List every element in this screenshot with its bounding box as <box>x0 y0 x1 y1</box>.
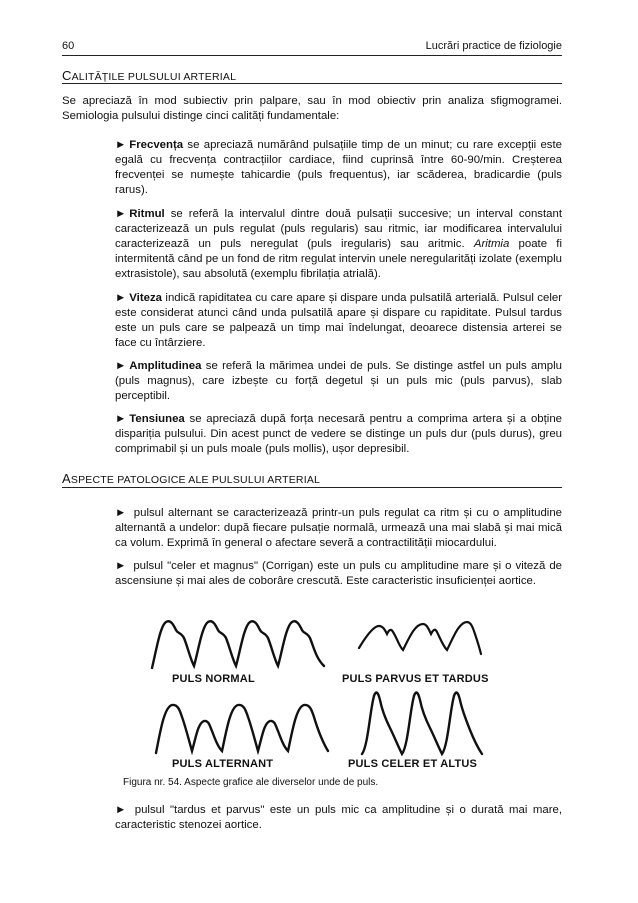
intro-paragraph: Se apreciază în mod subiectiv prin palpare, sau în mod obiectiv prin analiza sfigmogramei. Semiologia pulsului distinge cinci calități fundamentale: <box>62 95 562 123</box>
section-title-aspecte: ASPECTE PATOLOGICE ALE PULSULUI ARTERIAL <box>62 471 321 486</box>
section-rule <box>62 83 562 84</box>
quality-tensiunea: ► Tensiunea se apreciază după forța necesară pentru a comprima artera și a obține dispariția pulsului. Din acest punct de vedere se distinge un puls dur (puls durus), greu comprimabil și un puls moale (puls mollis), ușor depresibil. <box>115 413 562 456</box>
quality-amplitudinea: ► Amplitudinea se referă la mărimea undei de puls. Se distinge astfel un puls amplu (puls magnus), care izbește cu forță degetul și un puls mic (puls parvus), slab perceptibil. <box>115 360 562 403</box>
puls-alternant-paragraph: ► pulsul alternant se caracterizează printr-un puls regulat ca ritm și cu o amplitudine alternantă a undelor: după fiecare pulsație normală, urmează una mai slabă și mai mică ca volum. Exprimă în general o afectare severă a contractilității miocardului. <box>115 507 562 550</box>
header-rule <box>62 55 562 56</box>
section-rule <box>62 487 562 488</box>
figure-caption: Figura nr. 54. Aspecte grafice ale diverselor unde de puls. <box>123 777 379 788</box>
running-title: Lucrări practice de fiziologie <box>425 40 562 52</box>
quality-frecventa: ► Frecvența se apreciază numărând pulsațiile timp de un minut; cu rare excepții este egală cu frecvența contracțiilor cardiace, fiind cuprinsă între 60-90/min. Creșterea frecvenței se numește tahicardie (puls frequentus), iar scăderea, bradicardie (puls rarus). <box>115 139 562 197</box>
label-puls-alternant: PULS ALTERNANT <box>172 758 274 770</box>
quality-viteza: ► Viteza indică rapiditatea cu care apare și dispare unda pulsatilă arterială. Pulsul celer este considerat atunci când unda pulsatilă apare și dispare cu rapiditate. Pulsul tardus este un puls care se palpează un timp mai îndelungat, deoarece distensia arterei se face cu întârziere. <box>115 292 562 350</box>
waveform-puls-normal <box>148 612 328 672</box>
waveform-puls-celer-altus <box>360 688 485 758</box>
puls-tardus-paragraph: ► pulsul "tardus et parvus" este un puls mic ca amplitudine și o durată mai mare, caracteristic stenozei aortice. <box>115 804 562 832</box>
label-puls-celer-altus: PULS CELER ET ALTUS <box>348 758 478 770</box>
waveform-puls-alternant <box>152 697 332 757</box>
waveform-puls-parvus-tardus <box>355 614 485 664</box>
page-number: 60 <box>62 40 75 52</box>
section-title-calitati: CALITĂȚILE PULSULUI ARTERIAL <box>62 68 237 83</box>
puls-celer-paragraph: ► pulsul "celer et magnus" (Corrigan) este un puls cu amplitudine mare și o viteză de ascensiune și mai ales de coborâre crescută. Este caracteristic insuficienței aortice. <box>115 560 562 588</box>
label-puls-parvus-tardus: PULS PARVUS ET TARDUS <box>342 673 489 685</box>
quality-ritmul: ► Ritmul se referă la intervalul dintre două pulsații succesive; un interval constant caracterizează un puls regulat (puls regularis) sau ritmic, iar modificarea intervalului caracterizează un puls neregulat (puls iregularis) sau aritmic. Aritmia poate fi intermitentă când pe un fond de ritm regulat intervin unele neregularități izolate (exemplu extrasistole), sau absolută (exemplu fibrilația atrială). <box>115 208 563 281</box>
label-puls-normal: PULS NORMAL <box>172 673 255 685</box>
